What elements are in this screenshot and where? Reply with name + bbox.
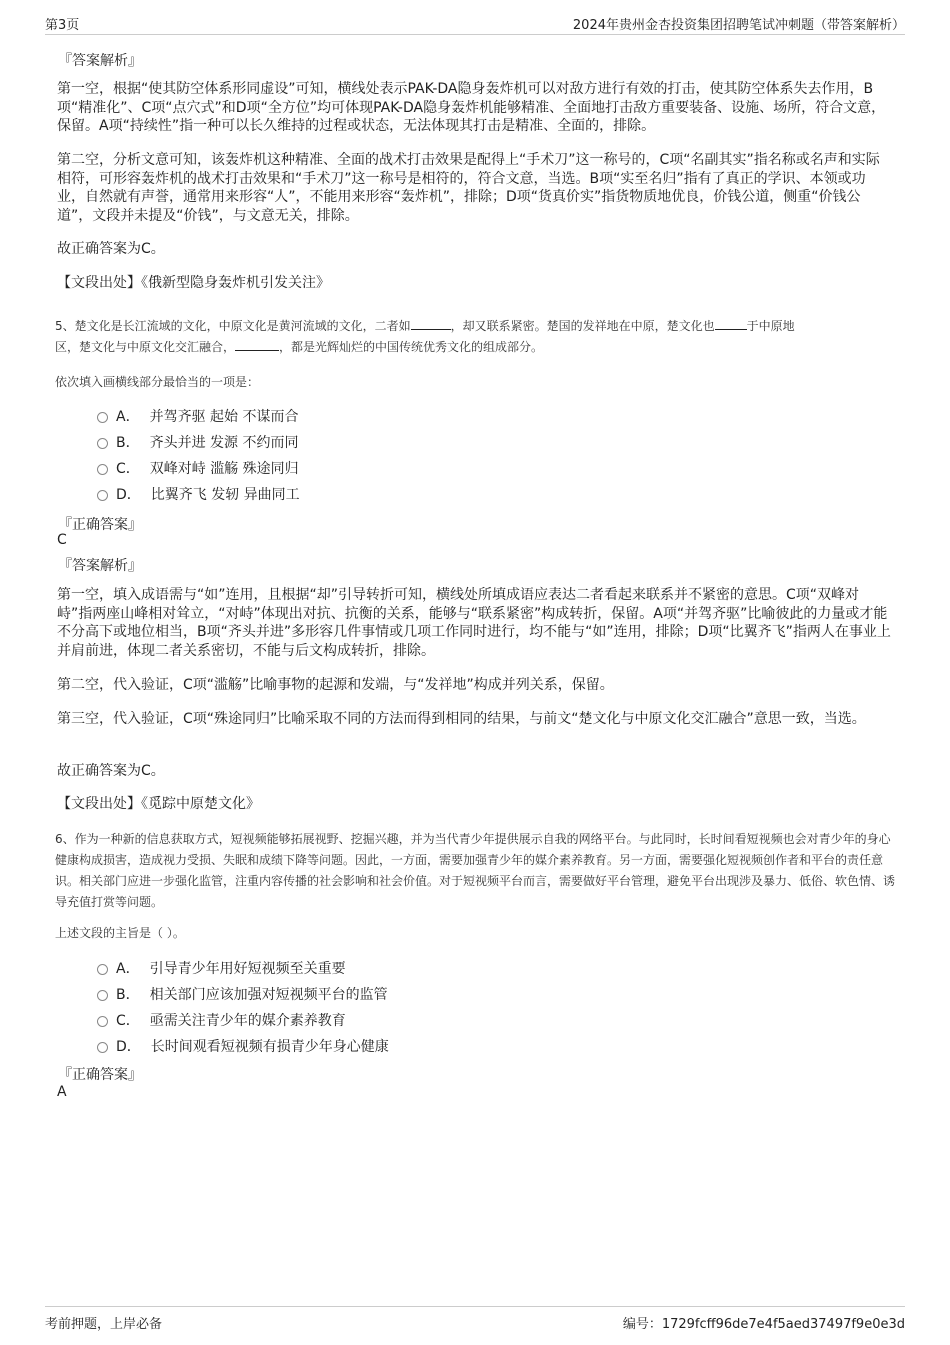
option-b[interactable]: B． 相关部门应该加强对短视频平台的监管 (97, 984, 388, 1004)
page-footer (45, 1306, 905, 1337)
analysis-paragraph: 第二空，分析文意可知，该轰炸机这种精准、全面的战术打击效果是配得上“手术刀”这一称号的，C项“名副其实”指名称或名声和实际相符，可形容轰炸机的战术打击效果和“手术刀”这一称号是相符的，符合文意，当选。B项“实至名归”指有了真正的学识、本领或功业，自然就有声誉，通常用来形容“人”，不能用来形容“轰炸机”，排除；D项“货真价实”指货物质地优良，价钱公道，侧重“价钱公道”，文段并未提及“价钱”，与文意无关，排除。 (57, 152, 880, 224)
conclusion: 故正确答案为C。 (57, 763, 165, 779)
radio-icon[interactable] (97, 412, 108, 423)
document-code: 编号：1729fcff96de7e4f5aed37497f9e0e3d (622, 1317, 905, 1332)
option-b[interactable]: B． 齐头并进 发源 不约而同 (97, 432, 299, 452)
correct-answer: C (57, 532, 67, 548)
fill-blank (235, 338, 279, 351)
fill-blank (411, 317, 451, 330)
question-stem: 6、作为一种新的信息获取方式，短视频能够拓展视野、挖掘兴趣，并为当代青少年提供展示自我的网络平台。与此同时，长时间看短视频也会对青少年的身心健康构成损害，造成视力受损、失眠和成绩下降等问题。因此，一方面，需要加强青少年的媒介素养教育。另一方面，需要强化短视频创作者和平台的责任意识。相关部门应进一步强化监管，注重内容传播的社会影响和社会价值。对于短视频平台而言，需要做好平台管理，避免平台出现涉及暴力、低俗、软色情、诱导充值打赏等问题。 (55, 832, 896, 909)
question-prompt: 依次填入画横线部分最恰当的一项是： (55, 375, 260, 389)
option-c[interactable]: C． 亟需关注青少年的媒介素养教育 (97, 1010, 346, 1030)
radio-icon[interactable] (97, 1016, 108, 1027)
source-citation: 【文段出处】《觅踪中原楚文化》 (57, 796, 260, 812)
analysis-paragraph: 第一空，根据“使其防空体系形同虚设”可知，横线处表示PAK-DA隐身轰炸机可以对敌方进行有效的打击，使其防空体系失去作用，B项“精准化”、C项“点穴式”和D项“全方位”均可体现PAK-DA隐身轰炸机能够精准、全面地打击敌方重要装备、设施、场所，符合文意，保留。A项“持续性”指一种可以长久维持的过程或状态，无法体现其打击是精准、全面的，排除。 (57, 81, 886, 134)
radio-icon[interactable] (97, 964, 108, 975)
conclusion: 故正确答案为C。 (57, 241, 165, 257)
option-d[interactable]: D． 比翼齐飞 发轫 异曲同工 (97, 484, 300, 504)
page-number: 第3页 (45, 18, 80, 33)
document-title: 2024年贵州金杏投资集团招聘笔试冲刺题（带答案解析） (572, 18, 905, 33)
analysis-paragraph: 第一空，填入成语需与“如”连用，且根据“却”引导转折可知，横线处所填成语应表达二者看起来联系并不紧密的意思。C项“双峰对峙”指两座山峰相对耸立，“对峙”体现出对抗、抗衡的关系，能够与“联系紧密”构成转折，保留。A项“并驾齐驱”比喻彼此的力量或才能不分高下或地位相当，B项“齐头并进”多形容几件事情或几项工作同时进行，均不能与“如”连用，排除；D项“比翼齐飞”指两人在事业上并肩前进，体现二者关系密切，不能与后文构成转折，排除。 (57, 587, 891, 659)
fill-blank (715, 317, 747, 330)
analysis-paragraph: 第二空，代入验证，C项“滥觞”比喻事物的起源和发端，与“发祥地”构成并列关系，保留。 (57, 677, 614, 693)
analysis-paragraph: 第三空，代入验证，C项“殊途同归”比喻采取不同的方法而得到相同的结果，与前文“楚文化与中原文化交汇融合”意思一致，当选。 (57, 711, 866, 727)
radio-icon[interactable] (97, 464, 108, 475)
radio-icon[interactable] (97, 990, 108, 1001)
correct-answer: A (57, 1084, 67, 1100)
footer-slogan: 考前押题，上岸必备 (45, 1317, 163, 1332)
correct-answer-tag: 『正确答案』 (58, 517, 142, 533)
question-prompt: 上述文段的主旨是（ ）。 (55, 926, 185, 940)
correct-answer-tag: 『正确答案』 (58, 1067, 142, 1083)
option-d[interactable]: D． 长时间观看短视频有损青少年身心健康 (97, 1036, 389, 1056)
analysis-tag: 『答案解析』 (58, 53, 142, 69)
page-header (45, 14, 905, 35)
source-citation: 【文段出处】《俄新型隐身轰炸机引发关注》 (57, 275, 330, 291)
option-a[interactable]: A． 并驾齐驱 起始 不谋而合 (97, 406, 298, 426)
option-a[interactable]: A． 引导青少年用好短视频至关重要 (97, 958, 346, 978)
radio-icon[interactable] (97, 438, 108, 449)
option-c[interactable]: C． 双峰对峙 滥觞 殊途同归 (97, 458, 299, 478)
question-stem: 5、楚文化是长江流域的文化，中原文化是黄河流域的文化，二者如 ，却又联系紧密。楚国的发祥地在中原，楚文化也 于中原地 区，楚文化与中原文化交汇融合， ，都是光辉灿烂的中国传统优秀文化的组成部分。 (55, 319, 795, 354)
radio-icon[interactable] (97, 490, 108, 501)
radio-icon[interactable] (97, 1042, 108, 1053)
analysis-tag: 『答案解析』 (58, 558, 142, 574)
